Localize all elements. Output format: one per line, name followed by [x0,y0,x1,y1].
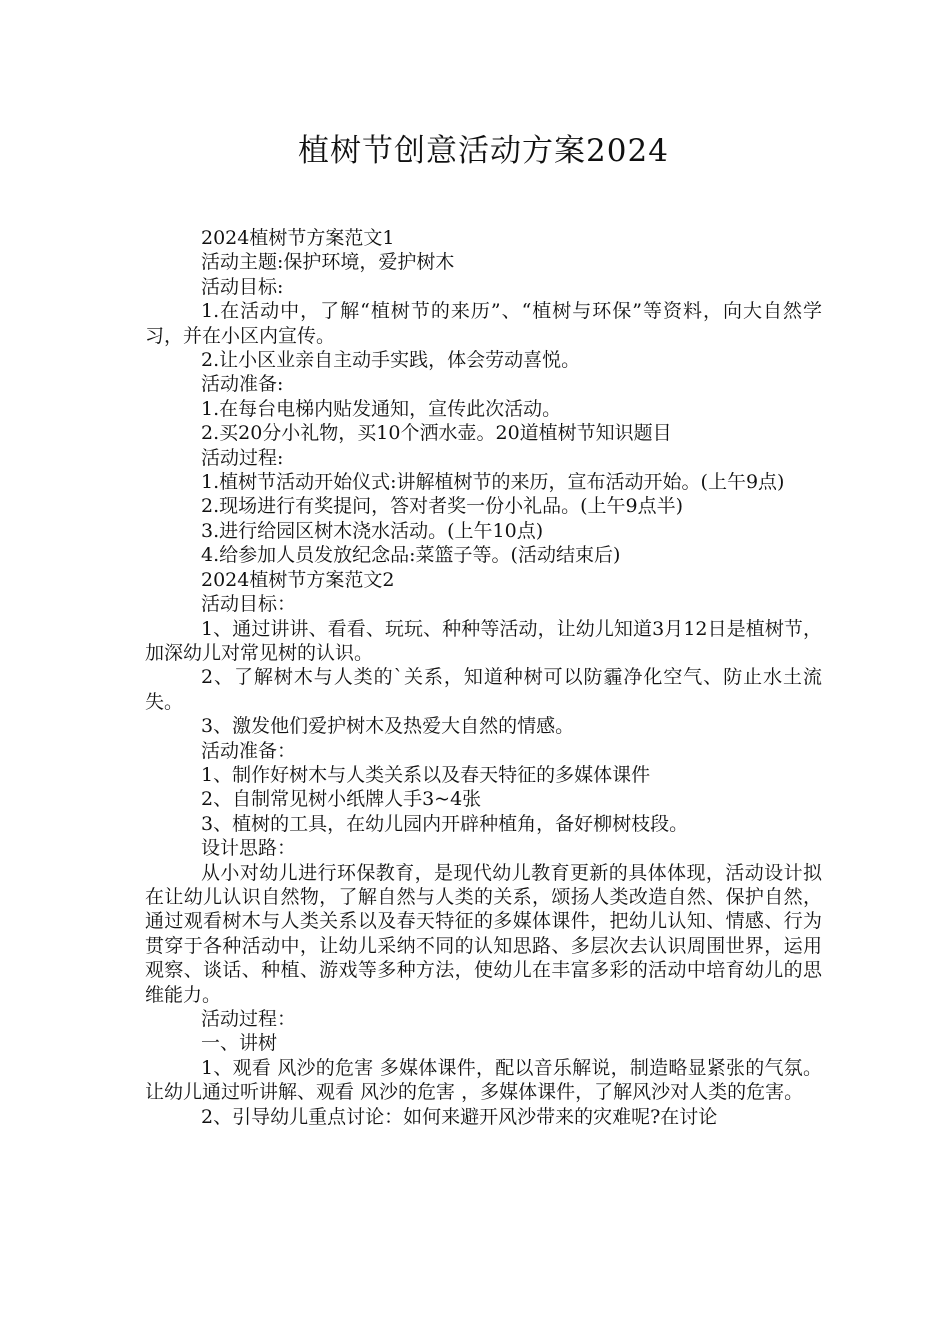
paragraph: 设计思路： [201,837,297,860]
paragraph: 从小对幼儿进行环保教育，是现代幼儿教育更新的具体体现，活动设计拟在让幼儿认识自然物，了解自然与人类的关系，颂扬人类改造自然、保护自然，通过观看树木与人类关系以及春天特征的多媒体课件，把幼儿认知、情感、行为贯穿于各种活动中，让幼儿采纳不同的认知思路、多层次去认识周围世界，运用观察、谈话、种植、游戏等多种方法，使幼儿在丰富多彩的活动中培育幼儿的思维能力。 [145,861,822,1006]
paragraph: 1.在每台电梯内贴发通知，宣传此次活动。 [201,397,562,420]
paragraph: 活动目标: [201,275,284,298]
paragraph: 活动目标： [201,593,297,616]
paragraph: 2024植树节方案范文1 [201,227,395,249]
paragraph: 1.在活动中，了解“植树节的来历”、“植树与环保”等资料，向大自然学习，并在小区内宣传。 [145,300,822,347]
paragraph: 活动过程： [201,1008,297,1030]
paragraph: 活动主题:保护环境，爱护树木 [201,251,455,274]
paragraph: 2、引导幼儿重点讨论：如何来避开风沙带来的灾难呢?在讨论 [201,1105,718,1128]
paragraph: 2024植树节方案范文2 [201,568,395,591]
document-body [145,226,822,1129]
paragraph: 3、植树的工具，在幼儿园内开辟种植角，备好柳树枝段。 [201,812,689,835]
paragraph: 4.给参加人员发放纪念品:菜篮子等。(活动结束后) [201,544,621,567]
paragraph: 3、激发他们爱护树木及热爱大自然的情感。 [201,715,575,738]
paragraph: 3.进行给园区树木浇水活动。(上午10点) [201,519,544,542]
document-title: 植树节创意活动方案2024 [298,133,669,169]
paragraph: 1、观看 风沙的危害 多媒体课件，配以音乐解说，制造略显紧张的气氛。让幼儿通过听讲解、观看 风沙的危害 ，多媒体课件，了解风沙对人类的危害。 [145,1056,822,1104]
paragraph: 活动准备: [201,373,284,396]
paragraph: 活动准备： [201,739,297,762]
paragraph: 2、自制常见树小纸牌人手3~4张 [201,788,482,811]
paragraph: 活动过程: [201,446,284,469]
paragraph: 一、讲树 [201,1032,278,1055]
paragraph: 2.让小区业亲自主动手实践，体会劳动喜悦。 [201,349,581,372]
paragraph: 2.现场进行有奖提问，答对者奖一份小礼品。(上午9点半) [201,495,684,518]
paragraph: 2.买20分小礼物，买10个洒水壶。20道植树节知识题目 [201,422,672,445]
paragraph: 1、通过讲讲、看看、玩玩、种种等活动，让幼儿知道3月12日是植树节，加深幼儿对常见树的认识。 [145,617,822,664]
paragraph: 1、制作好树木与人类关系以及春天特征的多媒体课件 [201,763,651,786]
paragraph: 2、了解树木与人类的`关系，知道种树可以防霾净化空气、防止水土流失。 [145,666,822,713]
paragraph: 1.植树节活动开始仪式:讲解植树节的来历，宣布活动开始。(上午9点) [201,471,785,494]
